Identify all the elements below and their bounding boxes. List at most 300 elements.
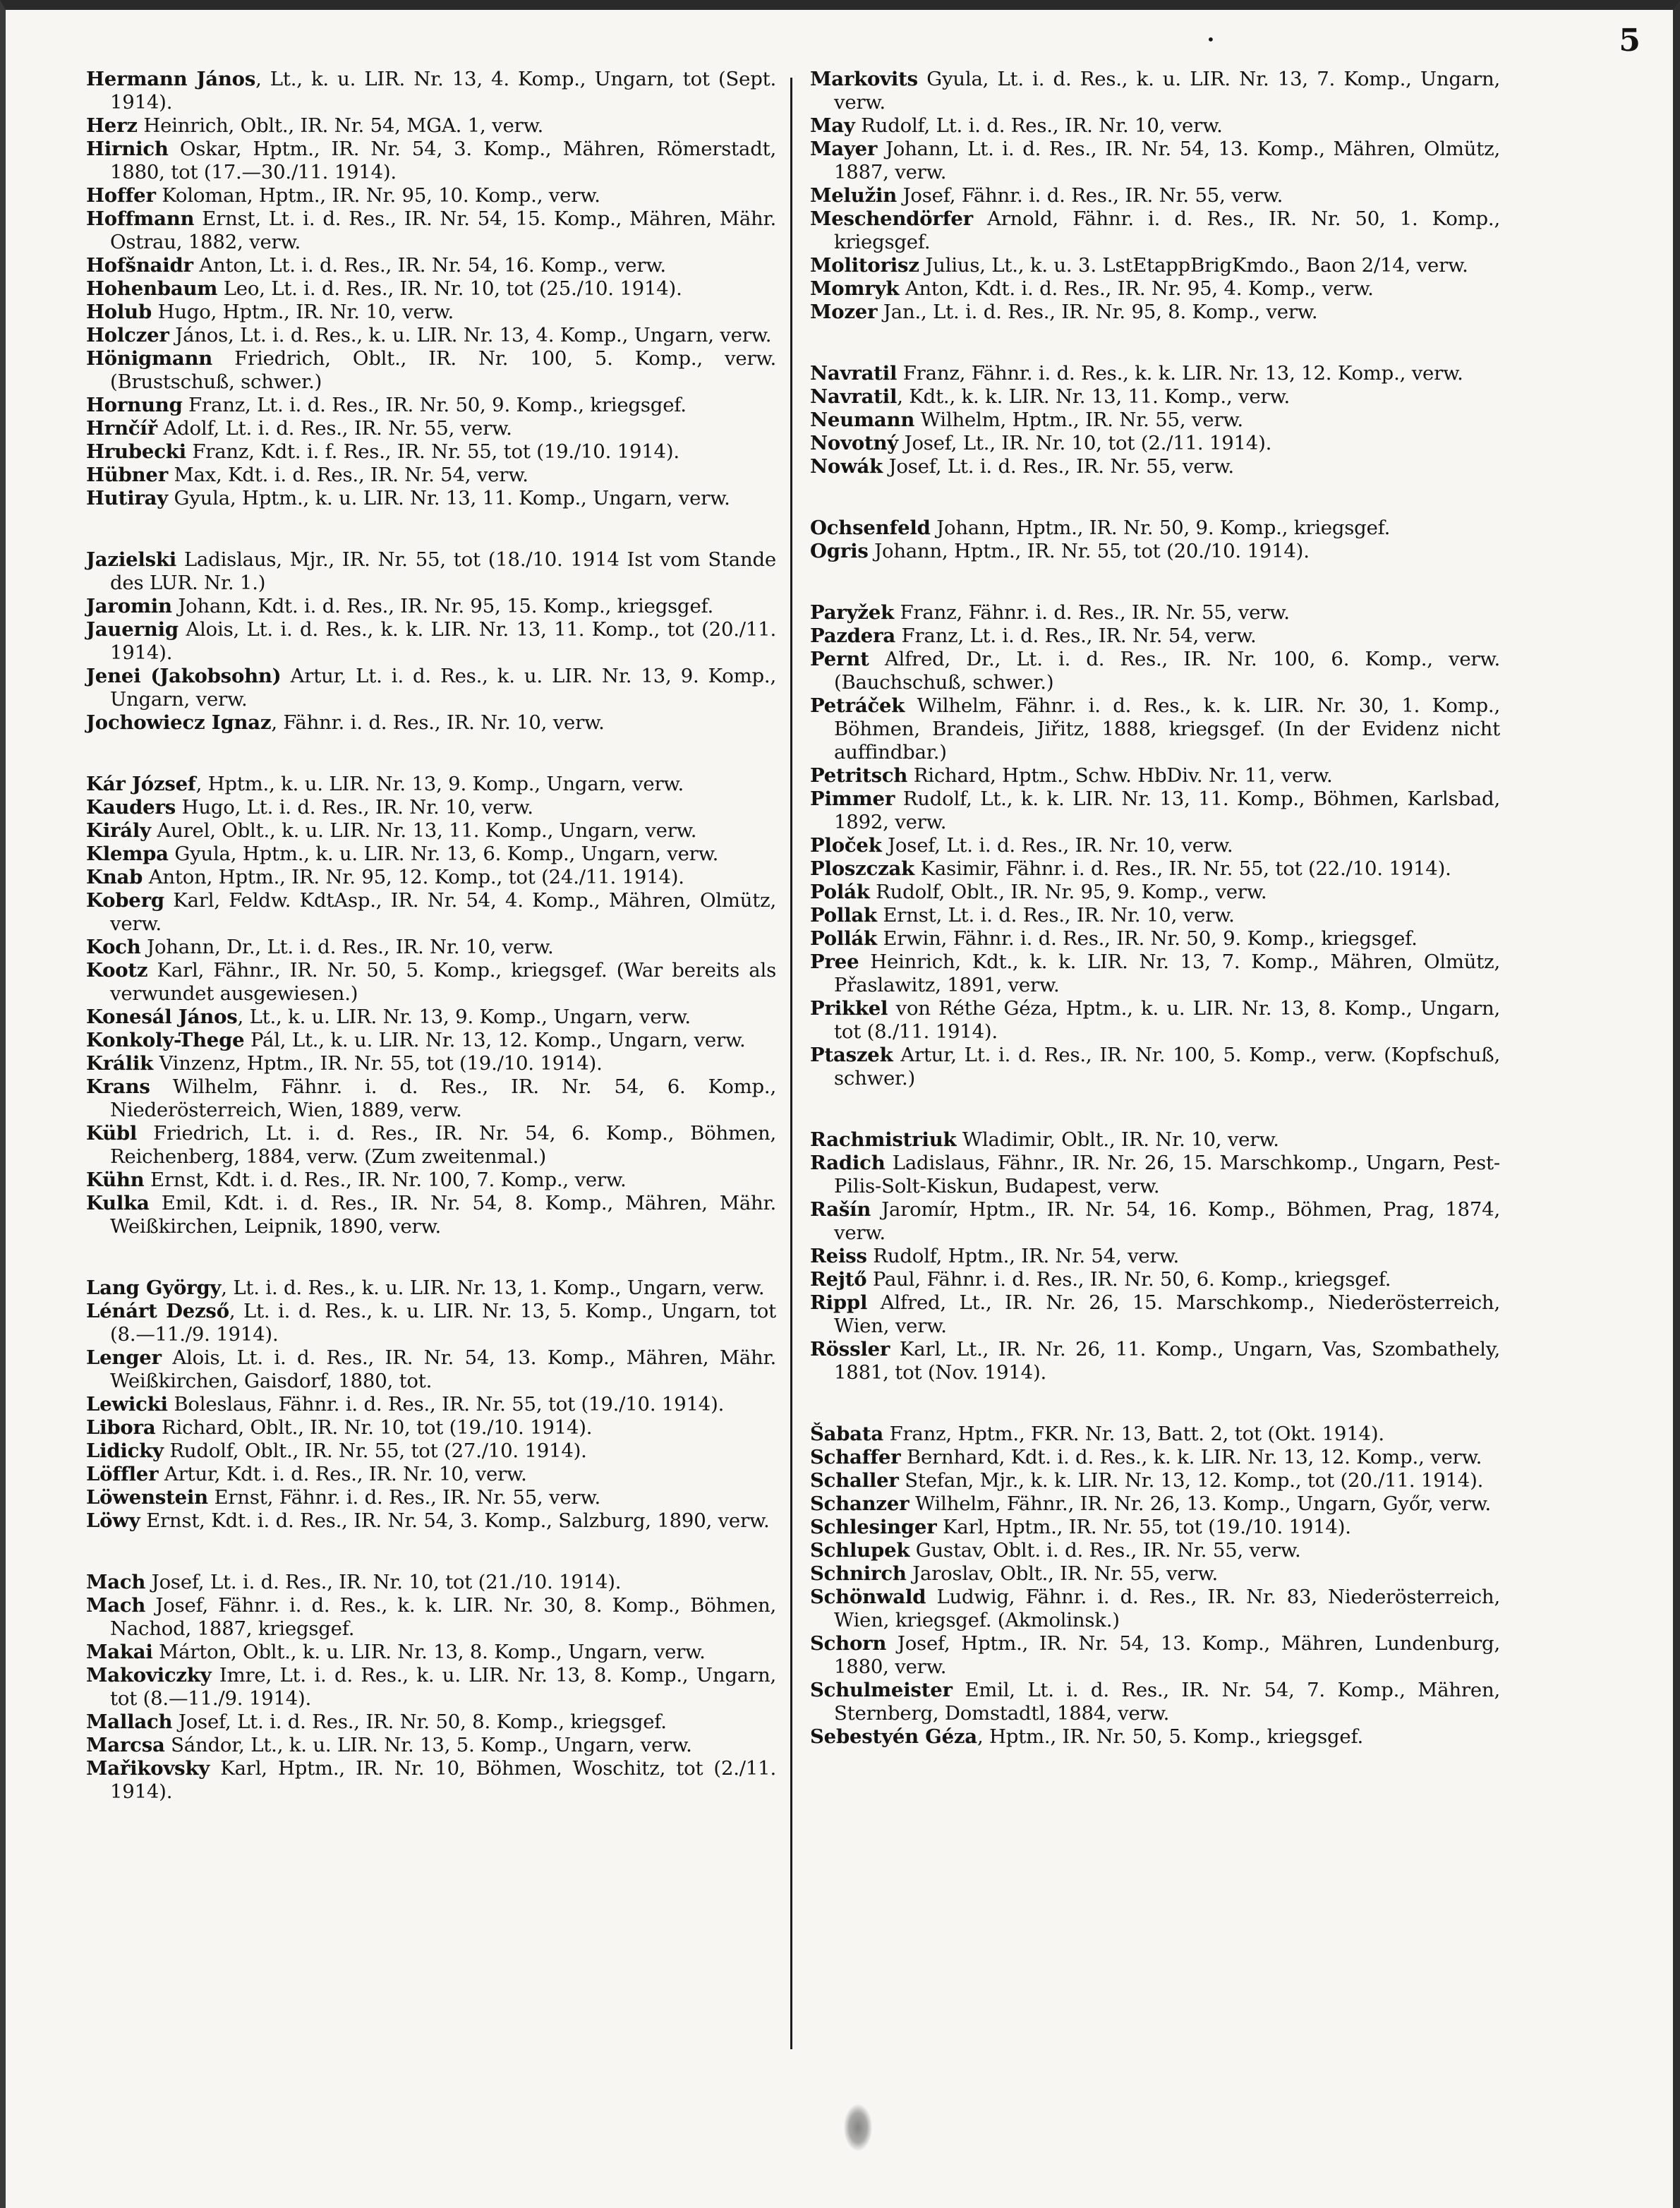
entry-surname: Mayer — [810, 138, 878, 160]
list-entry — [86, 138, 776, 184]
list-entry — [86, 936, 776, 959]
list-entry — [86, 618, 776, 665]
entry-details: Stefan, Mjr., k. k. LIR. Nr. 13, 12. Komp., tot (20./11. 1914). — [898, 1469, 1484, 1492]
entry-surname: Ptaszek — [810, 1044, 893, 1066]
entry-details: Friedrich, Lt. i. d. Res., IR. Nr. 54, 6. Komp., Böhmen, Reichenberg, 1884, verw. (Zum zweitenmal.) — [110, 1122, 776, 1168]
entry-details: Artur, Lt. i. d. Res., IR. Nr. 100, 5. Komp., verw. (Kopfschuß, schwer.) — [834, 1044, 1500, 1090]
list-entry — [86, 1029, 776, 1052]
list-entry — [86, 1641, 776, 1664]
list-entry — [810, 1423, 1500, 1446]
list-entry — [810, 1338, 1500, 1384]
list-entry — [810, 1725, 1500, 1749]
entry-details: Koloman, Hptm., IR. Nr. 95, 10. Komp., verw. — [155, 184, 600, 207]
entry-details: , Lt., k. u. LIR. Nr. 13, 4. Komp., Ungarn, tot (Sept. 1914). — [110, 68, 776, 114]
entry-surname: Marcsa — [86, 1734, 165, 1756]
entry-group — [86, 1277, 776, 1533]
entry-details: Karl, Hptm., IR. Nr. 55, tot (19./10. 1914). — [936, 1516, 1351, 1538]
entry-details: Josef, Fähnr. i. d. Res., k. k. LIR. Nr. 30, 8. Komp., Böhmen, Nachod, 1887, kriegsgef. — [110, 1594, 776, 1640]
ink-smudge — [844, 2104, 872, 2151]
entry-details: Arnold, Fähnr. i. d. Res., IR. Nr. 50, 1. Komp., kriegsgef. — [834, 207, 1500, 253]
entry-details: Vinzenz, Hptm., IR. Nr. 55, tot (19./10. 1914). — [152, 1052, 603, 1075]
entry-details: Johann, Hptm., IR. Nr. 55, tot (20./10. 1914). — [868, 540, 1310, 562]
entry-details: Gyula, Hptm., k. u. LIR. Nr. 13, 11. Komp., Ungarn, verw. — [168, 487, 730, 509]
entry-surname: Jaromin — [86, 595, 172, 617]
entry-surname: Hutiray — [86, 487, 169, 509]
entry-details: Sándor, Lt., k. u. LIR. Nr. 13, 5. Komp., Ungarn, verw. — [164, 1734, 692, 1756]
list-entry — [86, 773, 776, 796]
list-entry — [86, 711, 776, 735]
entry-details: Richard, Oblt., IR. Nr. 10, tot (19./10. 1914). — [155, 1416, 593, 1439]
entry-details: Karl, Fähnr., IR. Nr. 50, 5. Komp., kriegsgef. (War bereits als verwundet ausgewiesen.) — [110, 959, 776, 1005]
entry-surname: Hofšnaidr — [86, 254, 193, 277]
entry-surname: Rašín — [810, 1198, 871, 1221]
entry-details: Pál, Lt., k. u. LIR. Nr. 13, 12. Komp., Ungarn, verw. — [244, 1029, 746, 1051]
entry-details: Ernst, Kdt. i. d. Res., IR. Nr. 54, 3. Komp., Salzburg, 1890, verw. — [140, 1509, 770, 1532]
list-entry — [86, 440, 776, 464]
entry-surname: Jochowiecz Ignaz — [86, 711, 272, 734]
entry-surname: Kauders — [86, 796, 176, 819]
entry-surname: Koberg — [86, 889, 164, 912]
entry-surname: Rössler — [810, 1338, 890, 1361]
entry-surname: Pollak — [810, 904, 877, 927]
list-entry — [86, 254, 776, 277]
entry-surname: Mozer — [810, 301, 878, 323]
entry-details: Kasimir, Fähnr. i. d. Res., IR. Nr. 55, tot (22./10. 1914). — [914, 857, 1451, 880]
entry-surname: Holczer — [86, 324, 169, 346]
entry-details: , Lt. i. d. Res., k. u. LIR. Nr. 13, 5. Komp., Ungarn, tot (8.—11./9. 1914). — [110, 1300, 777, 1346]
list-entry — [810, 951, 1500, 997]
entry-surname: Löwy — [86, 1509, 140, 1532]
entry-details: Jaroslav, Oblt., IR. Nr. 55, verw. — [906, 1562, 1218, 1585]
entry-surname: Pree — [810, 951, 859, 973]
list-entry — [810, 601, 1500, 625]
entry-details: Boleslaus, Fähnr. i. d. Res., IR. Nr. 55, tot (19./10. 1914). — [167, 1393, 725, 1416]
entry-surname: Reiss — [810, 1245, 867, 1267]
entry-surname: Hrnčíř — [86, 417, 157, 440]
list-entry — [86, 1192, 776, 1238]
entry-details: Ernst, Lt. i. d. Res., IR. Nr. 10, verw. — [876, 904, 1235, 927]
entry-surname: Makai — [86, 1641, 153, 1663]
entry-details: Leo, Lt. i. d. Res., IR. Nr. 10, tot (25./10. 1914). — [217, 277, 682, 300]
entry-details: Wilhelm, Fähnr. i. d. Res., k. k. LIR. Nr. 30, 1. Komp., Böhmen, Brandeis, Jiřitz, 1888, kriegsgef. (In der Evidenz nicht auffindbar.) — [834, 694, 1500, 764]
list-entry — [810, 517, 1500, 540]
list-entry — [86, 843, 776, 866]
list-entry — [810, 362, 1500, 385]
list-entry — [810, 114, 1500, 138]
list-entry — [86, 1711, 776, 1734]
entry-details: Jan., Lt. i. d. Res., IR. Nr. 95, 8. Komp., verw. — [877, 301, 1318, 323]
list-entry — [86, 819, 776, 843]
entry-details: Aurel, Oblt., k. u. LIR. Nr. 13, 11. Komp., Ungarn, verw. — [150, 819, 697, 842]
entry-details: Anton, Hptm., IR. Nr. 95, 12. Komp., tot (24./11. 1914). — [143, 866, 684, 888]
entry-surname: Paryžek — [810, 601, 894, 624]
entry-details: Gyula, Lt. i. d. Res., k. u. LIR. Nr. 13, 7. Komp., Ungarn, verw. — [834, 68, 1500, 114]
entry-details: Rudolf, Oblt., IR. Nr. 55, tot (27./10. 1914). — [163, 1440, 587, 1462]
entry-details: Josef, Lt. i. d. Res., IR. Nr. 10, tot (21./10. 1914). — [145, 1571, 622, 1593]
entry-surname: Ploček — [810, 834, 882, 857]
entry-details: Johann, Kdt. i. d. Res., IR. Nr. 95, 15. Komp., kriegsgef. — [171, 595, 714, 617]
list-entry — [810, 1268, 1500, 1291]
entry-group — [810, 68, 1500, 324]
entry-surname: Nowák — [810, 455, 883, 478]
entry-details: Jaromír, Hptm., IR. Nr. 54, 16. Komp., Böhmen, Prag, 1874, verw. — [834, 1198, 1500, 1244]
entry-surname: Novotný — [810, 432, 899, 454]
entry-details: Oskar, Hptm., IR. Nr. 54, 3. Komp., Mähren, Römerstadt, 1880, tot (17.—30./11. 1914). — [110, 138, 776, 183]
entry-surname: Lewicki — [86, 1393, 168, 1416]
entry-details: Franz, Lt. i. d. Res., IR. Nr. 54, verw. — [895, 625, 1257, 647]
entry-surname: Hermann János — [86, 68, 256, 90]
entry-surname: Neumann — [810, 409, 915, 431]
entry-details: Franz, Hptm., FKR. Nr. 13, Batt. 2, tot (Okt. 1914). — [883, 1423, 1384, 1445]
list-entry — [810, 857, 1500, 881]
entry-surname: Navratil — [810, 362, 898, 385]
entry-surname: Jazielski — [86, 548, 177, 571]
entry-surname: Király — [86, 819, 151, 842]
entry-surname: Schaffer — [810, 1446, 901, 1468]
entry-surname: Hoffmann — [86, 207, 195, 230]
list-entry — [86, 1075, 776, 1122]
entry-surname: Krans — [86, 1075, 150, 1098]
entry-details: Márton, Oblt., k. u. LIR. Nr. 13, 8. Komp., Ungarn, verw. — [152, 1641, 706, 1663]
entry-surname: Ogris — [810, 540, 869, 562]
entry-surname: Koch — [86, 936, 141, 958]
list-entry — [810, 301, 1500, 324]
entry-details: Adolf, Lt. i. d. Res., IR. Nr. 55, verw. — [157, 417, 512, 440]
list-entry — [86, 1006, 776, 1029]
entry-surname: Prikkel — [810, 997, 888, 1020]
entry-details: Wilhelm, Fähnr., IR. Nr. 26, 13. Komp., Ungarn, Győr, verw. — [909, 1492, 1492, 1515]
entry-group — [810, 601, 1500, 1090]
list-entry — [810, 455, 1500, 478]
list-entry — [86, 301, 776, 324]
entry-details: Max, Kdt. i. d. Res., IR. Nr. 54, verw. — [167, 464, 528, 486]
list-entry — [86, 1277, 776, 1300]
entry-surname: Holub — [86, 301, 152, 323]
entry-surname: Schlupek — [810, 1539, 910, 1562]
entry-details: Johann, Dr., Lt. i. d. Res., IR. Nr. 10, verw. — [140, 936, 554, 958]
list-entry — [86, 1169, 776, 1192]
entry-surname: Momryk — [810, 277, 900, 300]
entry-details: von Réthe Géza, Hptm., k. u. LIR. Nr. 13, 8. Komp., Ungarn, tot (8./11. 1914). — [834, 997, 1500, 1043]
entry-details: Anton, Kdt. i. d. Res., IR. Nr. 95, 4. Komp., verw. — [899, 277, 1374, 300]
entry-group — [810, 517, 1500, 563]
entry-details: Alois, Lt. i. d. Res., k. k. LIR. Nr. 13, 11. Komp., tot (20./11. 1914). — [110, 618, 776, 664]
list-entry — [810, 432, 1500, 455]
list-entry — [86, 595, 776, 618]
list-entry — [810, 184, 1500, 207]
entry-details: Ernst, Fähnr. i. d. Res., IR. Nr. 55, verw. — [207, 1486, 600, 1509]
list-entry — [810, 1152, 1500, 1198]
entry-surname: Hönigmann — [86, 347, 213, 370]
entry-surname: Ploszczak — [810, 857, 914, 880]
entry-surname: Hirnich — [86, 138, 169, 160]
entry-details: Wilhelm, Hptm., IR. Nr. 55, verw. — [914, 409, 1243, 431]
entry-surname: Kootz — [86, 959, 148, 982]
entry-group — [86, 1571, 776, 1804]
entry-surname: Löffler — [86, 1463, 159, 1485]
list-entry — [810, 254, 1500, 277]
entry-surname: Schnirch — [810, 1562, 907, 1585]
entry-details: Imre, Lt. i. d. Res., k. u. LIR. Nr. 13, 8. Komp., Ungarn, tot (8.—11./9. 1914). — [110, 1664, 776, 1710]
entry-details: Franz, Fähnr. i. d. Res., k. k. LIR. Nr. 13, 12. Komp., verw. — [897, 362, 1463, 385]
list-entry — [86, 464, 776, 487]
entry-surname: Meschendörfer — [810, 207, 973, 230]
list-entry — [86, 68, 776, 114]
list-entry — [86, 1052, 776, 1075]
list-entry — [810, 764, 1500, 788]
entry-group — [810, 1423, 1500, 1749]
entry-surname: Hübner — [86, 464, 168, 486]
list-entry — [86, 665, 776, 711]
entry-details: , Lt. i. d. Res., k. u. LIR. Nr. 13, 1. Komp., Ungarn, verw. — [221, 1277, 765, 1299]
list-entry — [810, 997, 1500, 1044]
entry-details: Gustav, Oblt. i. d. Res., IR. Nr. 55, verw. — [910, 1539, 1301, 1562]
list-entry — [810, 1539, 1500, 1562]
entry-surname: Radich — [810, 1152, 886, 1174]
list-entry — [86, 1393, 776, 1416]
list-entry — [810, 1679, 1500, 1725]
entry-details: , Hptm., IR. Nr. 50, 5. Komp., kriegsgef. — [977, 1725, 1364, 1748]
list-entry — [810, 385, 1500, 409]
entry-surname: Molitorisz — [810, 254, 919, 277]
list-entry — [810, 694, 1500, 764]
list-entry — [86, 959, 776, 1006]
entry-details: János, Lt. i. d. Res., k. u. LIR. Nr. 13, 4. Komp., Ungarn, verw. — [169, 324, 772, 346]
entry-details: , Hptm., k. u. LIR. Nr. 13, 9. Komp., Ungarn, verw. — [195, 773, 684, 795]
entry-surname: Navratil — [810, 385, 898, 408]
list-entry — [86, 324, 776, 347]
list-entry — [810, 138, 1500, 184]
list-entry — [86, 347, 776, 394]
entry-surname: Hoffer — [86, 184, 156, 207]
list-entry — [810, 1291, 1500, 1338]
entry-details: Emil, Lt. i. d. Res., IR. Nr. 54, 7. Komp., Mähren, Sternberg, Domstadtl, 1884, verw. — [834, 1679, 1500, 1725]
list-entry — [810, 1446, 1500, 1469]
entry-surname: Lidicky — [86, 1440, 164, 1462]
entry-surname: Králik — [86, 1052, 153, 1075]
list-entry — [810, 625, 1500, 648]
list-entry — [86, 548, 776, 595]
entry-details: Franz, Fähnr. i. d. Res., IR. Nr. 55, verw. — [894, 601, 1290, 624]
entry-surname: Schönwald — [810, 1586, 926, 1608]
entry-details: Wilhelm, Fähnr. i. d. Res., IR. Nr. 54, 6. Komp., Niederösterreich, Wien, 1889, verw. — [110, 1075, 776, 1121]
entry-details: Emil, Kdt. i. d. Res., IR. Nr. 54, 8. Komp., Mähren, Mähr. Weißkirchen, Leipnik, 1890, verw. — [110, 1192, 776, 1238]
entry-details: Karl, Feldw. KdtAsp., IR. Nr. 54, 4. Komp., Mähren, Olmütz, verw. — [110, 889, 776, 935]
entry-surname: Schanzer — [810, 1492, 910, 1515]
entry-details: Artur, Kdt. i. d. Res., IR. Nr. 10, verw. — [158, 1463, 527, 1485]
entry-group — [810, 362, 1500, 478]
list-entry — [86, 1122, 776, 1169]
entry-surname: Kár József — [86, 773, 196, 795]
list-entry — [86, 487, 776, 510]
list-entry — [810, 409, 1500, 432]
entry-surname: Rippl — [810, 1291, 868, 1314]
entry-surname: Jenei (Jakobsohn) — [86, 665, 282, 687]
entry-group — [810, 1128, 1500, 1384]
entry-details: Franz, Lt. i. d. Res., IR. Nr. 50, 9. Komp., kriegsgef. — [182, 394, 687, 416]
entry-details: Julius, Lt., k. u. 3. LstEtappBrigKmdo., Baon 2/14, verw. — [919, 254, 1468, 277]
entry-surname: Schorn — [810, 1632, 887, 1655]
list-entry — [86, 207, 776, 254]
list-entry — [86, 277, 776, 301]
entry-details: , Fähnr. i. d. Res., IR. Nr. 10, verw. — [271, 711, 605, 734]
entry-surname: Schulmeister — [810, 1679, 953, 1701]
entry-details: Josef, Lt. i. d. Res., IR. Nr. 55, verw. — [883, 455, 1234, 478]
entry-details: Rudolf, Lt. i. d. Res., IR. Nr. 10, verw. — [854, 114, 1223, 137]
entry-surname: Hohenbaum — [86, 277, 218, 300]
entry-details: , Kdt., k. k. LIR. Nr. 13, 11. Komp., verw. — [897, 385, 1291, 408]
list-entry — [810, 68, 1500, 114]
entry-surname: Löwenstein — [86, 1486, 208, 1509]
entry-surname: May — [810, 114, 855, 137]
list-entry — [86, 184, 776, 207]
list-entry — [86, 1734, 776, 1757]
entry-details: Rudolf, Oblt., IR. Nr. 95, 9. Komp., verw. — [869, 881, 1267, 903]
entry-surname: Mallach — [86, 1711, 173, 1733]
list-entry — [86, 796, 776, 819]
entry-details: Ernst, Kdt. i. d. Res., IR. Nr. 100, 7. Komp., verw. — [144, 1169, 627, 1191]
list-entry — [810, 834, 1500, 857]
page-number: 5 — [1619, 23, 1640, 59]
entry-details: Artur, Lt. i. d. Res., k. u. LIR. Nr. 13, 9. Komp., Ungarn, verw. — [110, 665, 776, 711]
list-entry — [810, 207, 1500, 254]
entry-surname: Mařikovsky — [86, 1757, 210, 1780]
entry-details: Franz, Kdt. i. f. Res., IR. Nr. 55, tot (19./10. 1914). — [186, 440, 679, 463]
entry-details: Alfred, Lt., IR. Nr. 26, 15. Marschkomp., Niederösterreich, Wien, verw. — [834, 1291, 1500, 1337]
list-entry — [86, 1440, 776, 1463]
entry-surname: Lénárt Dezső — [86, 1300, 229, 1322]
entry-details: Josef, Hptm., IR. Nr. 54, 13. Komp., Mähren, Lundenburg, 1880, verw. — [834, 1632, 1500, 1678]
entry-surname: Pernt — [810, 648, 869, 670]
entry-surname: Petráček — [810, 694, 905, 717]
entry-surname: Jauernig — [86, 618, 179, 641]
list-entry — [810, 277, 1500, 301]
entry-surname: Knab — [86, 866, 143, 888]
entry-details: Ludwig, Fähnr. i. d. Res., IR. Nr. 83, Niederösterreich, Wien, kriegsgef. (Akmolinsk.) — [834, 1586, 1500, 1631]
list-entry — [810, 1198, 1500, 1245]
entry-details: Hugo, Lt. i. d. Res., IR. Nr. 10, verw. — [176, 796, 533, 819]
entry-surname: Lenger — [86, 1346, 162, 1369]
entry-surname: Schlesinger — [810, 1516, 937, 1538]
right-column — [810, 68, 1500, 1787]
entry-surname: Hrubecki — [86, 440, 186, 463]
list-entry — [810, 927, 1500, 951]
entry-group — [86, 548, 776, 735]
list-entry — [86, 866, 776, 889]
list-entry — [810, 1586, 1500, 1632]
ink-dot: • — [1207, 31, 1215, 48]
entry-surname: Šabata — [810, 1423, 884, 1445]
list-entry — [86, 1486, 776, 1509]
entry-surname: Pollák — [810, 927, 877, 950]
list-entry — [810, 540, 1500, 563]
list-entry — [810, 1245, 1500, 1268]
entry-details: Josef, Lt., IR. Nr. 10, tot (2./11. 1914). — [898, 432, 1272, 454]
list-entry — [810, 881, 1500, 904]
entry-group — [86, 773, 776, 1238]
entry-details: Alfred, Dr., Lt. i. d. Res., IR. Nr. 100, 6. Komp., verw. (Bauchschuß, schwer.) — [834, 648, 1500, 694]
entry-group — [86, 68, 776, 510]
entry-details: Ladislaus, Mjr., IR. Nr. 55, tot (18./10. 1914 Ist vom Stande des LUR. Nr. 1.) — [110, 548, 776, 594]
entry-surname: Herz — [86, 114, 138, 137]
entry-details: Johann, Hptm., IR. Nr. 50, 9. Komp., kriegsgef. — [930, 517, 1391, 539]
list-entry — [810, 788, 1500, 834]
list-entry — [86, 1757, 776, 1804]
left-column — [86, 68, 776, 1842]
list-entry — [810, 1562, 1500, 1586]
entry-surname: Mach — [86, 1571, 146, 1593]
entry-surname: Kühn — [86, 1169, 145, 1191]
entry-details: Johann, Lt. i. d. Res., IR. Nr. 54, 13. Komp., Mähren, Olmütz, 1887, verw. — [834, 138, 1500, 183]
entry-surname: Polák — [810, 881, 870, 903]
entry-details: Karl, Hptm., IR. Nr. 10, Böhmen, Woschitz, tot (2./11. 1914). — [110, 1757, 776, 1803]
entry-details: Erwin, Fähnr. i. d. Res., IR. Nr. 50, 9. Komp., kriegsgef. — [876, 927, 1418, 950]
list-entry — [810, 1044, 1500, 1090]
list-entry — [86, 1300, 776, 1346]
entry-details: Heinrich, Oblt., IR. Nr. 54, MGA. 1, verw. — [137, 114, 544, 137]
entry-details: Ladislaus, Fähnr., IR. Nr. 26, 15. Marschkomp., Ungarn, Pest-Pilis-Solt-Kiskun, Budapest, verw. — [834, 1152, 1500, 1197]
list-entry — [86, 1416, 776, 1440]
entry-details: Friedrich, Oblt., IR. Nr. 100, 5. Komp., verw. (Brustschuß, schwer.) — [110, 347, 776, 393]
entry-details: Anton, Lt. i. d. Res., IR. Nr. 54, 16. Komp., verw. — [193, 254, 666, 277]
list-entry — [810, 648, 1500, 694]
entry-surname: Markovits — [810, 68, 918, 90]
entry-surname: Klempa — [86, 843, 169, 865]
entry-surname: Kulka — [86, 1192, 150, 1214]
list-entry — [86, 889, 776, 936]
entry-surname: Melužin — [810, 184, 898, 207]
list-entry — [810, 1516, 1500, 1539]
entry-surname: Lang György — [86, 1277, 222, 1299]
entry-details: Paul, Fähnr. i. d. Res., IR. Nr. 50, 6. Komp., kriegsgef. — [866, 1268, 1391, 1291]
entry-surname: Pimmer — [810, 788, 895, 810]
column-divider — [790, 78, 792, 2049]
entry-surname: Sebestyén Géza — [810, 1725, 977, 1748]
entry-surname: Hornung — [86, 394, 183, 416]
entry-details: Josef, Lt. i. d. Res., IR. Nr. 50, 8. Komp., kriegsgef. — [172, 1711, 667, 1733]
entry-details: Rudolf, Lt., k. k. LIR. Nr. 13, 11. Komp., Böhmen, Karlsbad, 1892, verw. — [834, 788, 1500, 833]
entry-details: Josef, Fähnr. i. d. Res., IR. Nr. 55, verw. — [897, 184, 1283, 207]
entry-surname: Ochsenfeld — [810, 517, 931, 539]
entry-details: Josef, Lt. i. d. Res., IR. Nr. 10, verw. — [881, 834, 1233, 857]
list-entry — [86, 1594, 776, 1641]
entry-surname: Libora — [86, 1416, 156, 1439]
list-entry — [810, 1492, 1500, 1516]
entry-surname: Mach — [86, 1594, 146, 1617]
entry-details: Richard, Hptm., Schw. HbDiv. Nr. 11, verw. — [907, 764, 1333, 787]
list-entry — [810, 904, 1500, 927]
entry-surname: Petritsch — [810, 764, 908, 787]
list-entry — [86, 1463, 776, 1486]
list-entry — [86, 1664, 776, 1711]
entry-surname: Rachmistriuk — [810, 1128, 957, 1151]
entry-surname: Konkoly-Thege — [86, 1029, 245, 1051]
entry-details: Ernst, Lt. i. d. Res., IR. Nr. 54, 15. Komp., Mähren, Mähr. Ostrau, 1882, verw. — [110, 207, 776, 253]
list-entry — [86, 1571, 776, 1594]
list-entry — [86, 394, 776, 417]
entry-details: Heinrich, Kdt., k. k. LIR. Nr. 13, 7. Komp., Mähren, Olmütz, Přaslawitz, 1891, verw. — [834, 951, 1500, 996]
entry-surname: Kübl — [86, 1122, 138, 1145]
entry-details: Hugo, Hptm., IR. Nr. 10, verw. — [152, 301, 454, 323]
list-entry — [810, 1469, 1500, 1492]
list-entry — [86, 1509, 776, 1533]
list-entry — [86, 1346, 776, 1393]
entry-surname: Rejtő — [810, 1268, 867, 1291]
entry-details: Bernhard, Kdt. i. d. Res., k. k. LIR. Nr. 13, 12. Komp., verw. — [900, 1446, 1482, 1468]
entry-surname: Pazdera — [810, 625, 896, 647]
list-entry — [86, 417, 776, 440]
entry-surname: Makoviczky — [86, 1664, 212, 1687]
